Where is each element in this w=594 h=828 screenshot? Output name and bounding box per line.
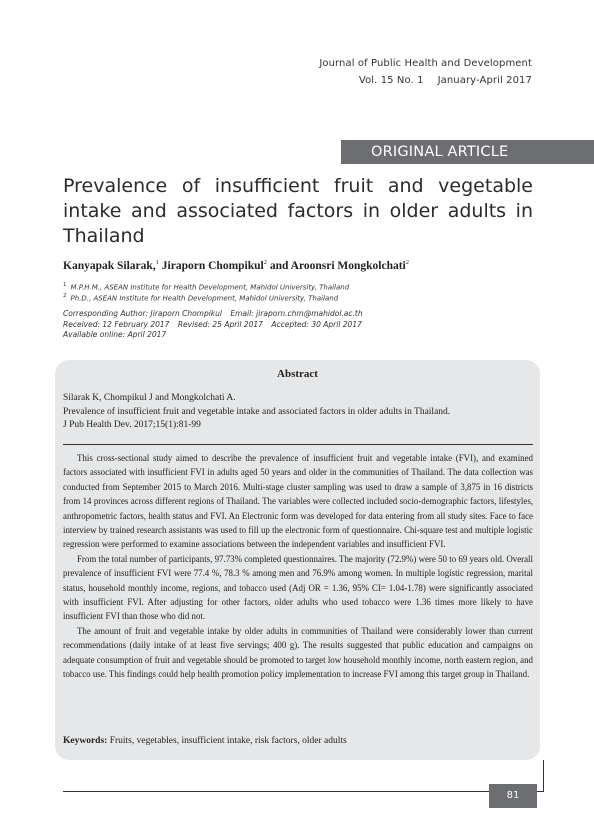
email-link[interactable]: jiraporn.chm@mahidol.ac.th	[256, 309, 363, 318]
accepted-date: 30 April 2017	[311, 319, 362, 329]
available-label: Available online:	[63, 330, 126, 339]
author-affiliation-marker: 2	[405, 259, 410, 266]
revised-label: Revised:	[177, 319, 210, 329]
received-date: 12 February 2017	[102, 319, 170, 329]
author-name: Jiraporn Chompikul	[161, 259, 264, 272]
author-name: Kanyapak Silarak,	[63, 259, 156, 272]
journal-volume: Vol. 15 No. 1	[358, 75, 424, 86]
footer-vertical-rule	[543, 760, 544, 792]
journal-issue-date: January-April 2017	[437, 75, 532, 86]
abstract-paragraph: The amount of fruit and vegetable intake by older adults in communities of Thailand were considerably lower than current recommendations (daily intake of at least five servings; 400 g). The results suggested that public education and campaigns on adequate consumption of fruit and vegetable should be promoted to target low household monthly income, north eastern region, and tobacco use. This findings could help health promotion policy implementation to increase FVI among this target group in Thailand.	[63, 625, 533, 680]
received-label: Received:	[63, 319, 100, 329]
article-metadata	[63, 309, 363, 341]
corresponding-label: Corresponding Author:	[63, 309, 149, 318]
author-line	[63, 259, 533, 272]
journal-header	[319, 55, 532, 89]
keywords-label: Keywords:	[63, 736, 108, 746]
affiliation-text: Ph.D., ASEAN Institute for Health Development, Mahidol University, Thailand	[70, 294, 339, 303]
keywords-line	[63, 736, 347, 746]
revised-date: 25 April 2017	[212, 319, 263, 329]
abstract-paragraph: From the total number of participants, 97.73% completed questionnaires. The majority (72.9%) were 50 to 69 years old. Overall prevalence of insufficient FVI were 77.4 %, 78.3 % among men and 76.9% among women. In multiple logistic regression, marital status, household monthly income, regions, and tobacco used (Adj OR = 1.36, 95% CI= 1.04-1.78) were significantly associated with insufficient FVI. After adjusting for other factors, older adults who used tobacco were 1.36 times more likely to have insufficient FVI than those who did not.	[63, 553, 533, 622]
author-name: and Aroonsri Mongkolchati	[269, 259, 406, 272]
abstract-divider	[63, 444, 533, 445]
citation-authors: Silarak K, Chompikul J and Mongkolchati A.	[63, 393, 236, 403]
dates-line	[63, 320, 363, 331]
accepted-label: Accepted:	[271, 319, 309, 329]
abstract-heading: Abstract	[277, 368, 318, 380]
affiliation-marker: 2	[63, 293, 67, 299]
citation-journal: J Pub Health Dev. 2017;15(1):81-99	[63, 420, 201, 430]
citation-block	[63, 392, 533, 433]
citation-title: Prevalence of insufficient fruit and vegetable intake and associated factors in older adults in Thailand.	[63, 406, 451, 417]
page-number: 81	[489, 784, 537, 808]
article-type-banner: ORIGINAL ARTICLE	[341, 140, 594, 164]
journal-name: Journal of Public Health and Development	[319, 58, 532, 69]
corresponding-author: Jiraporn Chompikul	[150, 309, 222, 318]
affiliation-2	[63, 293, 338, 302]
article-title: Prevalence of insufficient fruit and vegetable intake and associated factors in older adults in Thailand	[63, 175, 533, 247]
abstract-body	[63, 451, 533, 682]
corresponding-line	[63, 309, 363, 320]
footer-horizontal-rule	[63, 791, 544, 792]
journal-volume-line	[319, 72, 532, 89]
affiliation-1	[63, 282, 349, 291]
available-line	[63, 330, 363, 341]
keywords-list: Fruits, vegetables, insufficient intake, risk factors, older adults	[109, 736, 347, 746]
affiliation-marker: 1	[63, 282, 67, 288]
email-label: Email:	[230, 309, 254, 318]
available-date: April 2017	[127, 330, 167, 339]
affiliation-text: M.P.H.M., ASEAN Institute for Health Development, Mahidol University, Thailand	[70, 283, 350, 292]
author-affiliation-marker: 1	[155, 259, 159, 266]
abstract-paragraph: This cross-sectional study aimed to describe the prevalence of insufficient fruit and vegetable intake (FVI), and examined factors associated with insufficient FVI in adults aged 50 years and older in the communities of Thailand. The data collection was conducted from September 2015 to March 2016. Multi-stage cluster sampling was used to draw a sample of 3,875 in 16 districts from 14 provinces across different regions of Thailand. The variables were collected included socio-demographic factors, lifestyles, anthropometric factors, health status and FVI. An Electronic form was developed for data entering from all study sites. Face to face interview by trained research assistants was used to fill up the electronic form of questionnaire. Chi-square test and multiple logistic regression were performed to examine associations between the independent variables and insufficient FVI.	[63, 453, 533, 550]
author-affiliation-marker: 2	[263, 259, 267, 266]
